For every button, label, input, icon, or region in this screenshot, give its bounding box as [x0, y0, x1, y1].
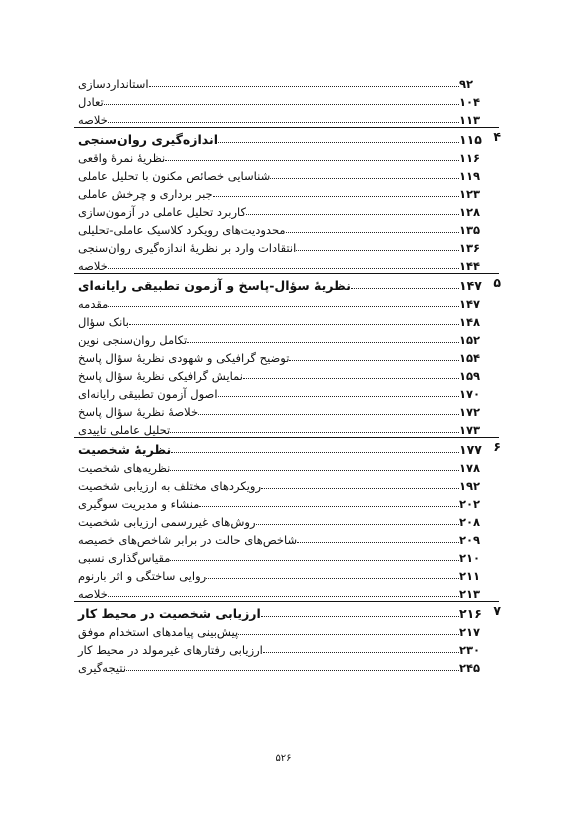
- entry-title: انتقادات وارد بر نظریهٔ اندازه‌گیری روان‌سنجی: [78, 241, 297, 255]
- entry-title: کاربرد تحلیل عاملی در آزمون‌سازی: [78, 205, 247, 219]
- chapter-number: ۶: [493, 439, 501, 454]
- entry-title: نتیجه‌گیری: [78, 661, 127, 675]
- entry-title: توضیح گرافیکی و شهودی نظریهٔ سؤال پاسخ: [78, 351, 290, 365]
- dot-leader: [187, 342, 459, 343]
- toc-entry-row: [76, 91, 485, 109]
- page-ref: ۲۴۵: [459, 661, 481, 675]
- toc-entry-row: [76, 329, 485, 347]
- page-ref: ۲۱۱: [459, 569, 481, 583]
- page-ref: ۱۴۷: [459, 297, 481, 311]
- entry-title: تحلیل عاملی تاییدی: [78, 423, 171, 437]
- page-ref: ۱۹۲: [459, 479, 481, 493]
- dot-leader: [261, 488, 459, 489]
- dot-leader: [256, 524, 459, 525]
- toc-entry-row: [76, 147, 485, 165]
- chapter-number: ۷: [493, 603, 501, 618]
- dot-leader: [126, 670, 459, 671]
- entry-title: خلاصه: [78, 259, 108, 273]
- entry-title: مقیاس‌گذاری نسبی: [78, 551, 171, 565]
- entry-title: بانک سؤال: [78, 315, 129, 329]
- chapter-title: اندازه‌گیری روان‌سنجی: [78, 132, 218, 147]
- page-ref: ۱۵۹: [459, 369, 481, 383]
- dot-leader: [238, 634, 459, 635]
- entry-title: جبر برداری و چرخش عاملی: [78, 187, 213, 201]
- page-ref: ۱۱۳: [459, 113, 481, 127]
- toc-entry-row: [76, 219, 485, 237]
- page-ref: ۲۰۲: [459, 497, 481, 511]
- dot-leader: [165, 160, 459, 161]
- entry-title: روش‌های غیررسمی ارزیابی شخصیت: [78, 515, 256, 529]
- page-ref: ۱۰۴: [459, 95, 481, 109]
- page-ref: ۲۱۳: [459, 587, 481, 601]
- toc-entry-row: [76, 201, 485, 219]
- entry-title: روایی ساختگی و اثر بارنوم: [78, 569, 207, 583]
- entry-title: تعادل: [78, 95, 104, 109]
- dot-leader: [289, 360, 459, 361]
- toc-entry-row: [76, 657, 485, 675]
- page-ref: ۱۷۳: [459, 423, 481, 437]
- page-ref: ۲۱۷: [459, 625, 481, 639]
- page-ref: ۱۵۲: [459, 333, 481, 347]
- page-ref: ۱۴۷: [459, 278, 482, 293]
- entry-title: خلاصه: [78, 587, 108, 601]
- page-ref: ۲۰۹: [459, 533, 481, 547]
- toc-entry-row: [76, 293, 485, 311]
- toc-entry-row: [76, 639, 485, 657]
- table-of-contents: [76, 73, 501, 675]
- dot-leader: [170, 560, 459, 561]
- entry-title: نظریه‌های شخصیت: [78, 461, 171, 475]
- entry-title: پیش‌بینی پیامدهای استخدام موفق: [78, 625, 239, 639]
- page-ref: ۱۷۷: [459, 442, 482, 457]
- page-ref: ۲۰۸: [459, 515, 481, 529]
- dot-leader: [218, 142, 459, 143]
- entry-title: اصول آزمون تطبیقی رایانه‌ای: [78, 387, 218, 401]
- dot-leader: [286, 232, 459, 233]
- page-ref: ۱۷۰: [459, 387, 481, 401]
- toc-entry-row: [76, 109, 485, 127]
- toc-entry-row: [76, 255, 485, 273]
- entry-title: رویکردهای مختلف به ارزیابی شخصیت: [78, 479, 262, 493]
- dot-leader: [351, 288, 459, 289]
- dot-leader: [297, 542, 459, 543]
- dot-leader: [129, 324, 459, 325]
- toc-entry-row: [76, 419, 485, 437]
- chapter-title: نظریهٔ سؤال-پاسخ و آزمون تطبیقی رایانه‌ای: [78, 278, 351, 293]
- dot-leader: [206, 578, 459, 579]
- toc-entry-row: [76, 383, 485, 401]
- dot-leader: [171, 452, 459, 453]
- entry-title: ارزیابی رفتارهای غیرمولد در محیط کار: [78, 643, 263, 657]
- entry-title: مقدمه: [78, 297, 109, 311]
- toc-entry-row: [76, 583, 485, 601]
- page-ref: ۹۲: [459, 77, 474, 91]
- page-ref: ۱۲۸: [459, 205, 481, 219]
- toc-entry-row: [76, 565, 485, 583]
- page-ref: ۱۳۵: [459, 223, 481, 237]
- dot-leader: [108, 122, 459, 123]
- toc-entry-row: [76, 237, 485, 255]
- entry-title: نظریهٔ نمرهٔ واقعی: [78, 151, 166, 165]
- toc-entry-row: [76, 365, 485, 383]
- dot-leader: [296, 250, 459, 251]
- toc-entry-row: [76, 183, 485, 201]
- page-ref: ۱۷۲: [459, 405, 481, 419]
- page-ref: ۱۱۵: [459, 132, 482, 147]
- page-ref: ۲۳۰: [459, 643, 481, 657]
- chapter-number: ۵: [493, 275, 501, 290]
- toc-entry-row: [76, 73, 485, 91]
- toc-entry-row: [76, 347, 485, 365]
- dot-leader: [243, 378, 459, 379]
- dot-leader: [149, 86, 459, 87]
- entry-title: محدودیت‌های رویکرد کلاسیک عاملی-تحلیلی: [78, 223, 286, 237]
- dot-leader: [261, 616, 459, 617]
- entry-title: شناسایی خصائص مکنون با تحلیل عاملی: [78, 169, 271, 183]
- page-ref: ۱۱۶: [459, 151, 481, 165]
- entry-title: منشاء و مدیریت سوگیری: [78, 497, 200, 511]
- toc-entry-row: [76, 311, 485, 329]
- dot-leader: [170, 470, 459, 471]
- dot-leader: [198, 414, 459, 415]
- entry-title: خلاصه: [78, 113, 108, 127]
- toc-entry-row: [76, 475, 485, 493]
- dot-leader: [270, 178, 459, 179]
- page-ref: ۱۴۸: [459, 315, 481, 329]
- dot-leader: [263, 652, 459, 653]
- toc-chapter-row: [76, 273, 501, 293]
- chapter-number: ۴: [493, 129, 501, 144]
- toc-entry-row: [76, 511, 485, 529]
- toc-entry-row: [76, 165, 485, 183]
- page-ref: ۱۵۴: [459, 351, 481, 365]
- page-ref: ۲۱۶: [459, 606, 482, 621]
- dot-leader: [104, 104, 459, 105]
- toc-entry-row: [76, 401, 485, 419]
- dot-leader: [213, 196, 459, 197]
- dot-leader: [246, 214, 459, 215]
- toc-chapter-row: [76, 437, 501, 457]
- page-ref: ۲۱۰: [459, 551, 481, 565]
- page-ref: ۱۳۶: [459, 241, 481, 255]
- dot-leader: [108, 306, 459, 307]
- dot-leader: [199, 506, 459, 507]
- page-ref: ۱۷۸: [459, 461, 481, 475]
- page-number: ۵۲۶: [275, 753, 292, 764]
- entry-title: خلاصهٔ نظریهٔ سؤال پاسخ: [78, 405, 199, 419]
- toc-entry-row: [76, 493, 485, 511]
- dot-leader: [108, 268, 459, 269]
- dot-leader: [218, 396, 459, 397]
- entry-title: شاخص‌های حالت در برابر شاخص‌های خصیصه: [78, 533, 298, 547]
- entry-title: تکامل روان‌سنجی نوین: [78, 333, 188, 347]
- toc-entry-row: [76, 621, 485, 639]
- dot-leader: [108, 596, 459, 597]
- chapter-title: ارزیابی شخصیت در محیط کار: [78, 606, 261, 621]
- page-ref: ۱۲۳: [459, 187, 481, 201]
- entry-title: نمایش گرافیکی نظریهٔ سؤال پاسخ: [78, 369, 243, 383]
- toc-entry-row: [76, 457, 485, 475]
- page-ref: ۱۴۴: [459, 259, 481, 273]
- toc-chapter-row: [76, 601, 501, 621]
- dot-leader: [170, 432, 459, 433]
- entry-title: استانداردسازی: [78, 77, 149, 91]
- page-ref: ۱۱۹: [459, 169, 481, 183]
- chapter-title: نظریهٔ شخصیت: [78, 442, 172, 457]
- toc-entry-row: [76, 529, 485, 547]
- toc-chapter-row: [76, 127, 501, 147]
- toc-entry-row: [76, 547, 485, 565]
